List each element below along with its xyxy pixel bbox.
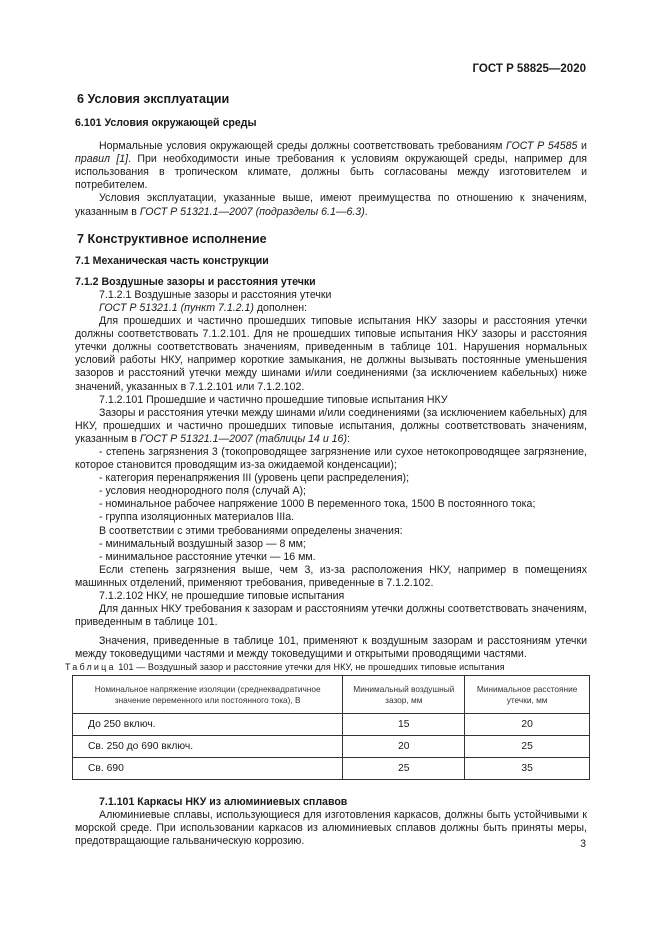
list-item: - условия неоднородного поля (случай А); [99,485,306,498]
clause-7-1-2-1: 7.1.2.1 Воздушные зазоры и расстояния утечки [99,288,332,301]
list-item: - категория перенапряжения III (уровень цепи распределения); [99,472,410,485]
paragraph-operating-conditions: Условия эксплуатации, указанные выше, имеют преимущества по отношению к значениям, указанным в ГОСТ Р 51321.1—2007 (подразделы 6.1—6.3). [75,192,587,218]
paragraph-environment: Нормальные условия окружающей среды должны соответствовать требованиям ГОСТ Р 54585 и правил [1]. При необходимости иные требования к условиям окружающей среды, например для использования в тропическом климате, должны быть согласованы между изготовителем и потребителем. [75,140,587,192]
ref-rules-1: правил [1] [75,153,129,166]
paragraph-not-type-tested: Для данных НКУ требования к зазорам и расстояниям утечки должны соответствовать значениям, приведенным в таблице 101. [75,603,587,629]
table-cell: 20 [343,735,465,757]
paragraph-clearances: Для прошедших и частично прошедших типовые испытания НКУ зазоры и расстояния утечки должны соответствовать 7.1.2.101. Для не прошедших типовые испытания НКУ зазоры и расстояния утечки должны соответствовать значениям, приведенным в таблице 101. Нарушения нормальных условий работы НКУ, например короткие замыкания, не должны вызывать постоянные уменьшения зазоров и расстояний утечки между шинами и/или соединениями (за исключением кабельных) ниже значений, указанных в 7.1.2.101 или 7.1.2.102. [75,315,587,393]
column-header: Минимальный воздушный зазор, мм [343,675,465,713]
table-cell: До 250 включ. [73,713,343,735]
subsection-6-101-title: 6.101 Условия окружающей среды [75,117,257,129]
table-101 [72,675,590,780]
table-row [73,757,590,779]
clause-7-1-2-101: 7.1.2.101 Прошедшие и частично прошедшие типовые испытания НКУ [99,393,448,406]
page-content [65,91,587,848]
supplement-note: ГОСТ Р 51321.1 (пункт 7.1.2.1) дополнен: [99,301,308,314]
table-cell: 35 [465,757,590,779]
subsection-7-1-title: 7.1 Механическая часть конструкции [75,254,269,267]
table-cell: 15 [343,713,465,735]
list-item: - минимальное расстояние утечки — 16 мм. [99,550,316,563]
ref-gost-51321-sections: ГОСТ Р 51321.1—2007 (подразделы 6.1—6.3) [139,205,365,218]
table-cell: 25 [465,735,590,757]
table-row [73,735,590,757]
ref-gost-54585: ГОСТ Р 54585 [506,140,578,153]
column-header: Минимальное расстояние утечки, мм [465,675,590,713]
subsection-7-1-2-title: 7.1.2 Воздушные зазоры и расстояния утечки [75,275,316,288]
column-header: Номинальное напряжение изоляции (среднеквадратичное значение переменного или постоянного тока), В [73,675,343,713]
paragraph-type-tested: Зазоры и расстояния утечки между шинами и/или соединениями (за исключением кабельных) для НКУ, прошедших и частично прошедших типовые испытания, должны соответствовать значениям, указанным в ГОСТ Р 51321.1—2007 (таблицы 14 и 16): [75,406,587,445]
table-header-row [73,675,590,713]
paragraph-pollution-degree: Если степень загрязнения выше, чем 3, из-за расположения НКУ, например в помещениях машинных отделений, применяют требования, приведенные в 7.1.2.102. [75,563,587,589]
standard-header: ГОСТ Р 58825—2020 [472,63,586,75]
ref-gost-51321-tables: ГОСТ Р 51321.1—2007 (таблицы 14 и 16) [139,432,347,445]
list-item: - группа изоляционных материалов IIIа. [99,511,295,524]
subsection-7-1-101-title: 7.1.101 Каркасы НКУ из алюминиевых сплавов [99,795,348,808]
list-item: - степень загрязнения 3 (токопроводящее загрязнение или сухое нетокопроводящее загрязнение, которое становится проводящим из-за ожидаемой конденсации); [75,445,587,472]
table-row [73,713,590,735]
table-cell: Св. 690 [73,757,343,779]
page-number: 3 [580,838,586,850]
paragraph-application: Значения, приведенные в таблице 101, применяют к воздушным зазорам и расстояниям утечки между токоведущими частями и между токоведущими и открытыми проводящими частями. [75,635,587,661]
list-item: - номинальное рабочее напряжение 1000 В переменного тока, 1500 В постоянного тока; [99,498,536,511]
table-cell: 25 [343,757,465,779]
table-caption: Таблица 101 — Воздушный зазор и расстояние утечки для НКУ, не прошедших типовые испытания [65,662,505,673]
ref-gost-51321-clause: ГОСТ Р 51321.1 (пункт 7.1.2.1) [99,301,254,314]
list-item: - минимальный воздушный зазор — 8 мм; [99,537,306,550]
paragraph-aluminium-frames: Алюминиевые сплавы, использующиеся для изготовления каркасов, должны быть устойчивыми к морской среде. При использовании каркасов из алюминиевых сплавов должны быть приняты меры, предотвращающие гальваническую коррозию. [75,808,587,847]
table-cell: 20 [465,713,590,735]
values-intro: В соответствии с этими требованиями определены значения: [99,524,403,537]
section-7-title: 7 Конструктивное исполнение [77,231,267,246]
table-cell: Св. 250 до 690 включ. [73,735,343,757]
section-6-title: 6 Условия эксплуатации [77,92,230,106]
clause-7-1-2-102: 7.1.2.102 НКУ, не прошедшие типовые испытания [99,590,345,602]
